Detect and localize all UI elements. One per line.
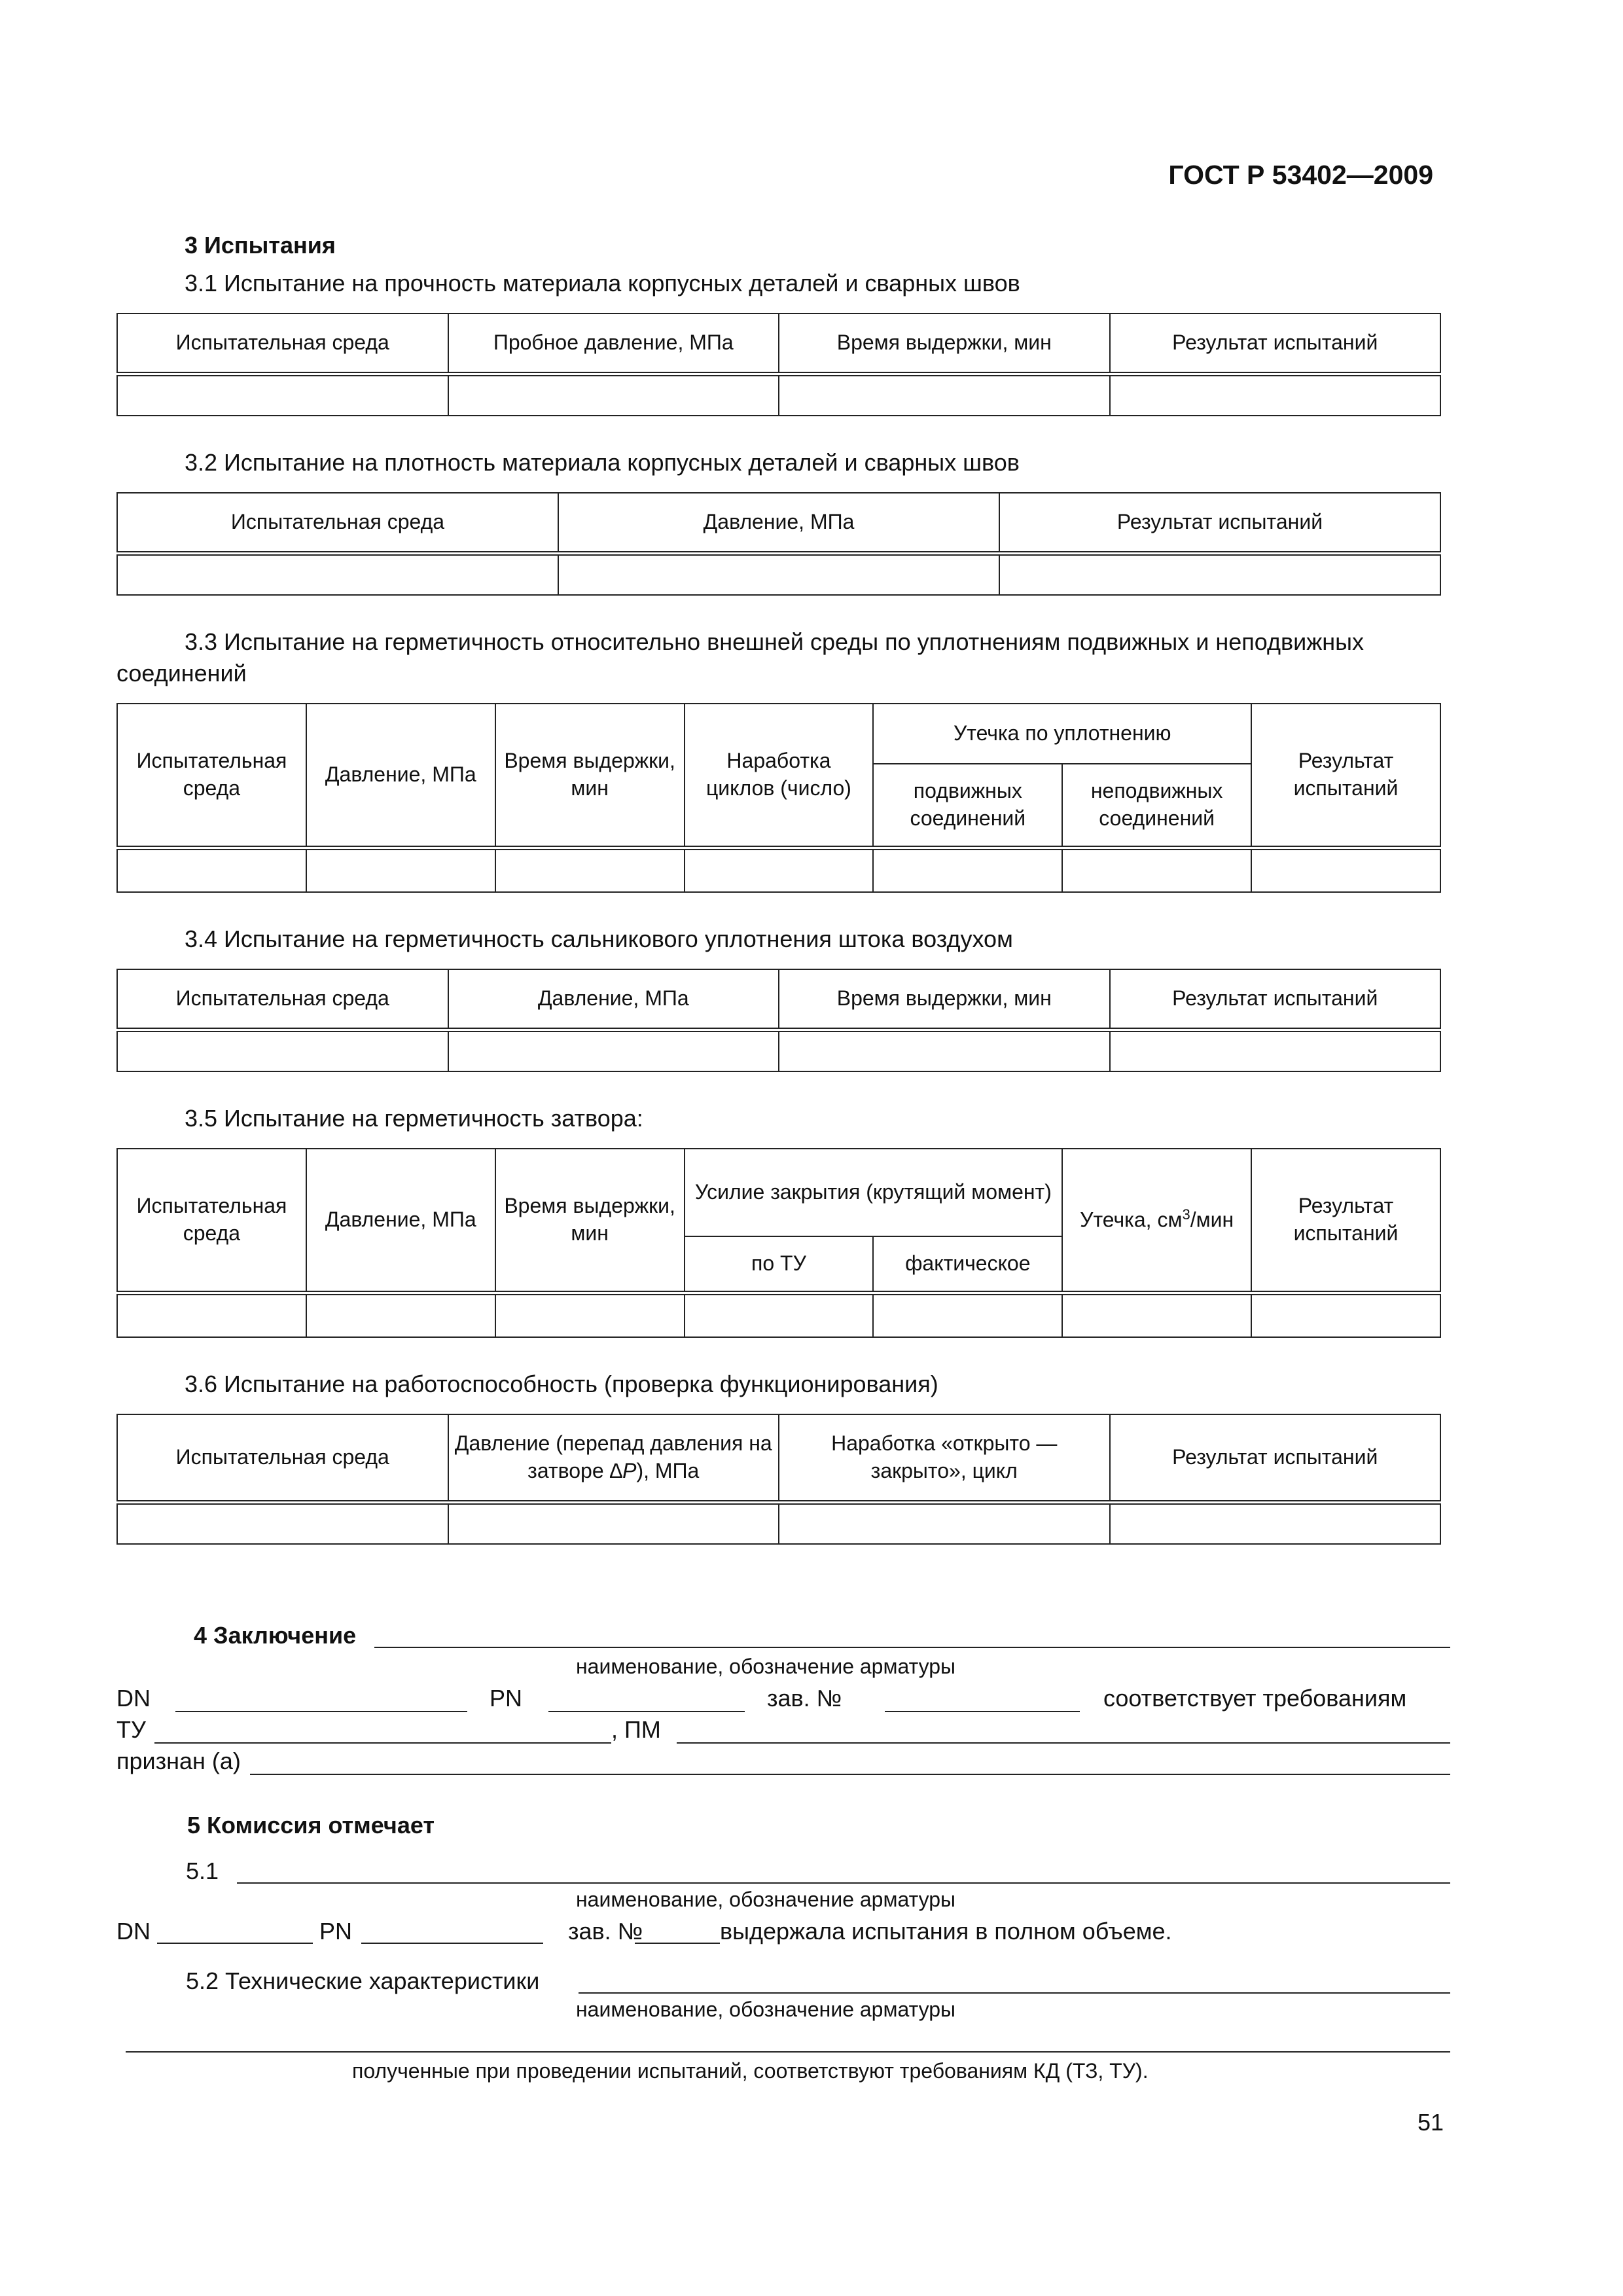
column-header: Время выдержки, мин	[779, 969, 1110, 1030]
column-header: Давление, МПа	[306, 704, 495, 848]
table-cell[interactable]	[999, 553, 1440, 595]
column-header: Результат испытаний	[1251, 704, 1440, 848]
fill-line-dn[interactable]	[175, 1711, 467, 1712]
page-number: 51	[1418, 2109, 1444, 2136]
label-complies: соответствует требованиям	[1103, 1685, 1407, 1712]
fill-line-5-2[interactable]	[579, 1992, 1450, 1994]
table-3-1	[116, 313, 1441, 416]
column-header: Наработка «открыто — закрыто», цикл	[779, 1414, 1110, 1502]
table-cell[interactable]	[1251, 1293, 1440, 1337]
table-3-4	[116, 969, 1441, 1072]
fill-line-pn-5[interactable]	[361, 1943, 543, 1944]
fill-line-tu[interactable]	[154, 1742, 611, 1744]
section-3-2-title: 3.2 Испытание на плотность материала корпусных деталей и сварных швов	[185, 449, 1020, 476]
column-header: Результат испытаний	[1110, 314, 1441, 374]
table-cell[interactable]	[117, 1030, 448, 1071]
label-recognized: признан (а)	[116, 1748, 241, 1774]
section-3-4-title: 3.4 Испытание на герметичность сальникового уплотнения штока воздухом	[185, 925, 1013, 952]
pressure-unit: ), МПа	[636, 1458, 700, 1482]
table-3-3	[116, 703, 1441, 893]
section-3-3-title-line1: 3.3 Испытание на герметичность относительно внешней среды по уплотнениям подвижных и неподвижных	[185, 628, 1364, 655]
label-pn-5: PN	[319, 1918, 353, 1945]
fill-line-zav-5[interactable]	[635, 1943, 720, 1944]
fill-line-dn-5[interactable]	[157, 1943, 313, 1944]
label-pn: PN	[490, 1685, 523, 1712]
fill-line-fitting-name[interactable]	[374, 1647, 1450, 1648]
section-3-3-title-line2: соединений	[116, 660, 247, 687]
table-cell[interactable]	[306, 1293, 495, 1337]
table-cell[interactable]	[495, 848, 685, 892]
column-header: Результат испытаний	[1110, 969, 1441, 1030]
column-header: Результат испытаний	[1251, 1149, 1440, 1293]
table-cell[interactable]	[117, 374, 448, 416]
leak-unit: /мин	[1190, 1208, 1234, 1232]
table-3-2	[116, 492, 1441, 596]
document-header: ГОСТ Р 53402—2009	[1168, 160, 1433, 190]
passed-text: выдержала испытания в полном объеме.	[720, 1918, 1172, 1945]
column-header: Наработка циклов (число)	[685, 704, 874, 848]
label-dn: DN	[116, 1685, 151, 1712]
subcolumn-header: фактическое	[873, 1236, 1062, 1293]
fill-line-zav[interactable]	[885, 1711, 1080, 1712]
delta-p: ∆P	[609, 1458, 637, 1482]
table-cell[interactable]	[117, 848, 306, 892]
section-5-2-label: 5.2 Технические характеристики	[186, 1967, 540, 1994]
caption-fitting-name: наименование, обозначение арматуры	[576, 1655, 956, 1678]
section-3-title: 3 Испытания	[185, 232, 336, 259]
subcolumn-header: неподвижных соединений	[1062, 764, 1251, 848]
table-cell[interactable]	[448, 1502, 779, 1544]
column-header: Время выдержки, мин	[495, 704, 685, 848]
table-cell[interactable]	[873, 848, 1062, 892]
column-header: Испытательная среда	[117, 1149, 306, 1293]
table-cell[interactable]	[779, 374, 1110, 416]
section-4-title: 4 Заключение	[194, 1622, 357, 1649]
table-cell[interactable]	[779, 1030, 1110, 1071]
table-cell[interactable]	[117, 553, 558, 595]
fill-line-pn[interactable]	[548, 1711, 745, 1712]
characteristics-conclusion: полученные при проведении испытаний, соответствуют требованиям КД (ТЗ, ТУ).	[352, 2059, 1149, 2083]
column-header: Пробное давление, МПа	[448, 314, 779, 374]
label-pm: , ПМ	[611, 1716, 661, 1743]
subcolumn-header: подвижных соединений	[873, 764, 1062, 848]
column-header: Время выдержки, мин	[495, 1149, 685, 1293]
table-cell[interactable]	[1251, 848, 1440, 892]
fill-line-pm[interactable]	[677, 1742, 1450, 1744]
table-cell[interactable]	[117, 1293, 306, 1337]
column-header: Испытательная среда	[117, 1414, 448, 1502]
section-5-1-label: 5.1	[186, 1857, 219, 1884]
table-cell[interactable]	[779, 1502, 1110, 1544]
table-cell[interactable]	[495, 1293, 685, 1337]
column-header-pressure	[448, 1414, 779, 1502]
label-zav-5: зав. №	[568, 1918, 643, 1945]
table-cell[interactable]	[873, 1293, 1062, 1337]
label-tu: ТУ	[116, 1716, 146, 1743]
table-cell[interactable]	[1110, 374, 1441, 416]
label-dn-5: DN	[116, 1918, 151, 1945]
section-5-title: 5 Комиссия отмечает	[187, 1812, 435, 1839]
label-zav: зав. №	[767, 1685, 842, 1712]
column-header: Давление, МПа	[306, 1149, 495, 1293]
table-cell[interactable]	[306, 848, 495, 892]
table-cell[interactable]	[1062, 1293, 1251, 1337]
table-cell[interactable]	[685, 848, 874, 892]
leak-unit-sup: 3	[1182, 1206, 1190, 1223]
column-header: Результат испытаний	[999, 493, 1440, 553]
leak-label: Утечка, см	[1080, 1208, 1183, 1232]
caption-5-1: наименование, обозначение арматуры	[576, 1888, 956, 1911]
column-header: Результат испытаний	[1110, 1414, 1441, 1502]
subcolumn-header: по ТУ	[685, 1236, 874, 1293]
column-header: Испытательная среда	[117, 493, 558, 553]
column-header: Усилие закрытия (крутящий момент)	[685, 1149, 1063, 1236]
column-header: Испытательная среда	[117, 969, 448, 1030]
column-header-leak	[1062, 1149, 1251, 1293]
table-cell[interactable]	[558, 553, 999, 595]
table-cell[interactable]	[1110, 1502, 1441, 1544]
fill-line-5-1[interactable]	[237, 1882, 1450, 1884]
table-cell[interactable]	[1110, 1030, 1441, 1071]
column-header: Давление, МПа	[448, 969, 779, 1030]
section-3-1-title: 3.1 Испытание на прочность материала корпусных деталей и сварных швов	[185, 270, 1020, 296]
fill-line-recognized[interactable]	[250, 1774, 1450, 1775]
table-cell[interactable]	[448, 1030, 779, 1071]
table-cell[interactable]	[117, 1502, 448, 1544]
table-cell[interactable]	[1062, 848, 1251, 892]
table-3-5	[116, 1148, 1441, 1338]
pressure-label: Давление (перепад давления на затворе	[454, 1431, 772, 1482]
column-header: Давление, МПа	[558, 493, 999, 553]
table-cell[interactable]	[685, 1293, 874, 1337]
column-header: Утечка по уплотнению	[873, 704, 1251, 764]
section-3-5-title: 3.5 Испытание на герметичность затвора:	[185, 1105, 643, 1132]
table-3-6	[116, 1414, 1441, 1545]
section-3-6-title: 3.6 Испытание на работоспособность (проверка функционирования)	[185, 1371, 938, 1397]
column-header: Испытательная среда	[117, 704, 306, 848]
fill-line-full-width[interactable]	[126, 2051, 1450, 2053]
table-cell[interactable]	[448, 374, 779, 416]
caption-5-2: наименование, обозначение арматуры	[576, 1998, 956, 2021]
column-header: Испытательная среда	[117, 314, 448, 374]
column-header: Время выдержки, мин	[779, 314, 1110, 374]
